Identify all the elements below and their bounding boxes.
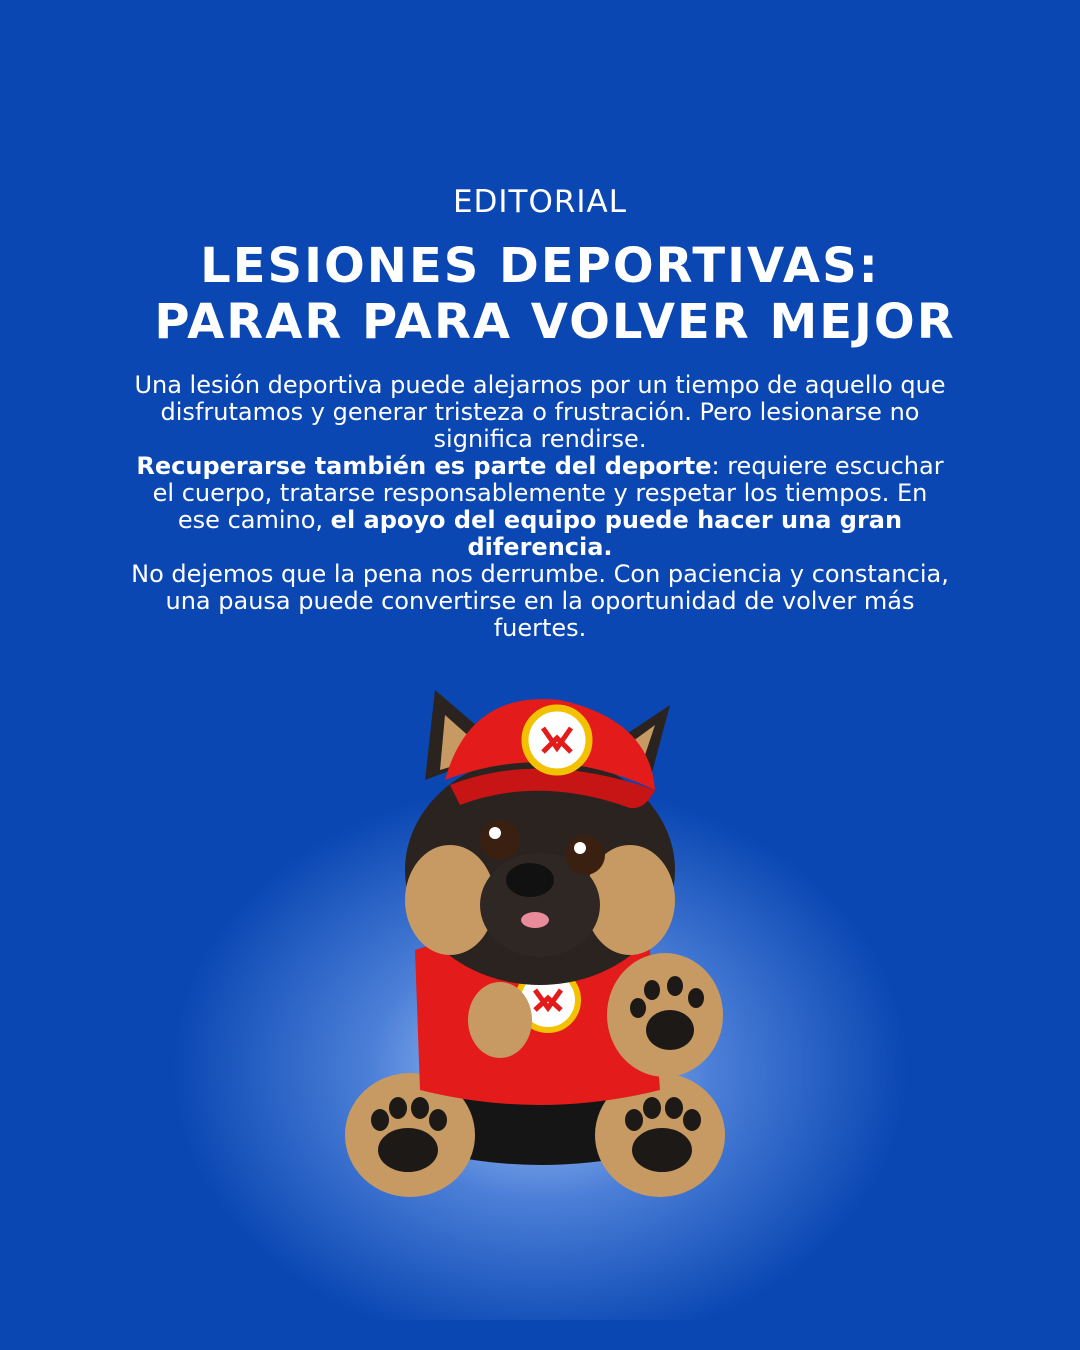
- paragraph-1: Una lesión deportiva puede alejarnos por un tiempo de aquello que disfrutamos y generar tristeza o frustración. Pero lesionarse no significa rendirse.: [134, 371, 946, 453]
- editorial-body: [130, 372, 950, 642]
- highlight-team-support: el apoyo del equipo puede hacer una gran diferencia.: [330, 506, 903, 561]
- paragraph-2: : requiere escuchar el cuerpo, tratarse responsablemente y respetar los tiempos. En ese camino,: [152, 452, 944, 534]
- paragraph-3: No dejemos que la pena nos derrumbe. Con paciencia y constancia, una pausa puede convertirse en la oportunidad de volver más fuertes.: [131, 560, 949, 642]
- dog-nose: [506, 863, 554, 897]
- page-title: [0, 238, 1080, 350]
- mascot-illustration: [330, 680, 750, 1220]
- title-line-1: LESIONES DEPORTIVAS:: [200, 238, 880, 294]
- left-eye: [480, 820, 520, 860]
- dog-tongue: [521, 912, 549, 928]
- section-kicker: EDITORIAL: [452, 184, 628, 220]
- right-eye: [565, 835, 605, 875]
- title-line-2: PARAR PARA VOLVER MEJOR: [154, 294, 956, 350]
- left-arm: [468, 982, 532, 1058]
- highlight-recovery: Recuperarse también es parte del deporte: [136, 452, 712, 480]
